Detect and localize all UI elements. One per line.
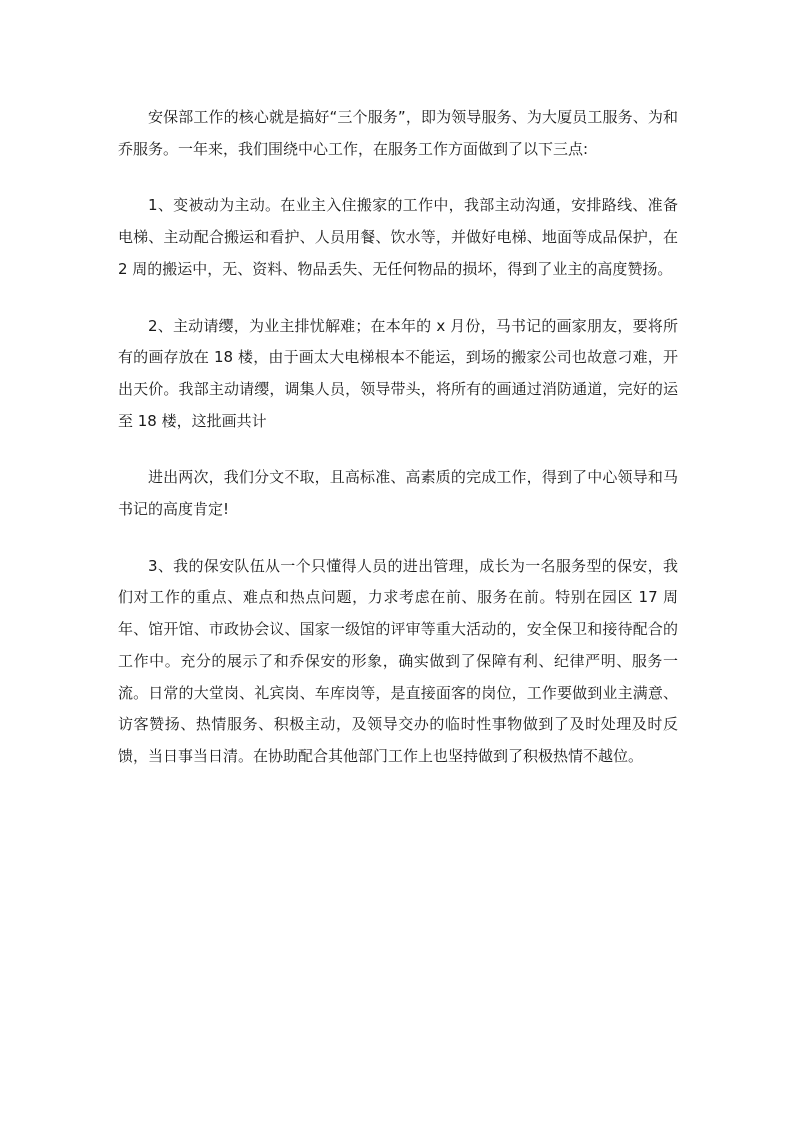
document-page bbox=[118, 102, 678, 798]
point-3-paragraph: 3、我的保安队伍从一个只懂得人员的进出管理，成长为一名服务型的保安，我们对工作的重点、难点和热点问题，力求考虑在前、服务在前。特别在园区 17 周年、馆开馆、市政协会议、国家一级馆的评审等重大活动的，安全保卫和接待配合的工作中。充分的展示了和乔保安的形象，确实做到了保障有利、纪律严明、服务一流。日常的大堂岗、礼宾岗、车库岗等，是直接面客的岗位，工作要做到业主满意、访客赞扬、热情服务、积极主动，及领导交办的临时性事物做到了及时处理及时反馈，当日事当日清。在协助配合其他部门工作上也坚持做到了积极热情不越位。 bbox=[118, 556, 678, 765]
point-2-paragraph: 2、主动请缨，为业主排忧解难；在本年的 x 月份，马书记的画家朋友，要将所有的画存放在 18 楼，由于画太大电梯根本不能运，到场的搬家公司也故意刁难，开出天价。我部主动请缨，调集人员，领导带头，将所有的画通过消防通道，完好的运至 18 楼，这批画共计 bbox=[118, 316, 678, 430]
point-2-continuation-paragraph: 进出两次，我们分文不取，且高标准、高素质的完成工作，得到了中心领导和马书记的高度肯定! bbox=[118, 468, 678, 519]
point-1-paragraph: 1、变被动为主动。在业主入住搬家的工作中，我部主动沟通，安排路线、准备电梯、主动配合搬运和看护、人员用餐、饮水等，并做好电梯、地面等成品保护，在 2 周的搬运中，无、资料、物品丢失、无任何物品的损坏，得到了业主的高度赞扬。 bbox=[118, 196, 678, 278]
intro-paragraph: 安保部工作的核心就是搞好“三个服务”，即为领导服务、为大厦员工服务、为和乔服务。一年来，我们围绕中心工作，在服务工作方面做到了以下三点: bbox=[118, 108, 678, 158]
